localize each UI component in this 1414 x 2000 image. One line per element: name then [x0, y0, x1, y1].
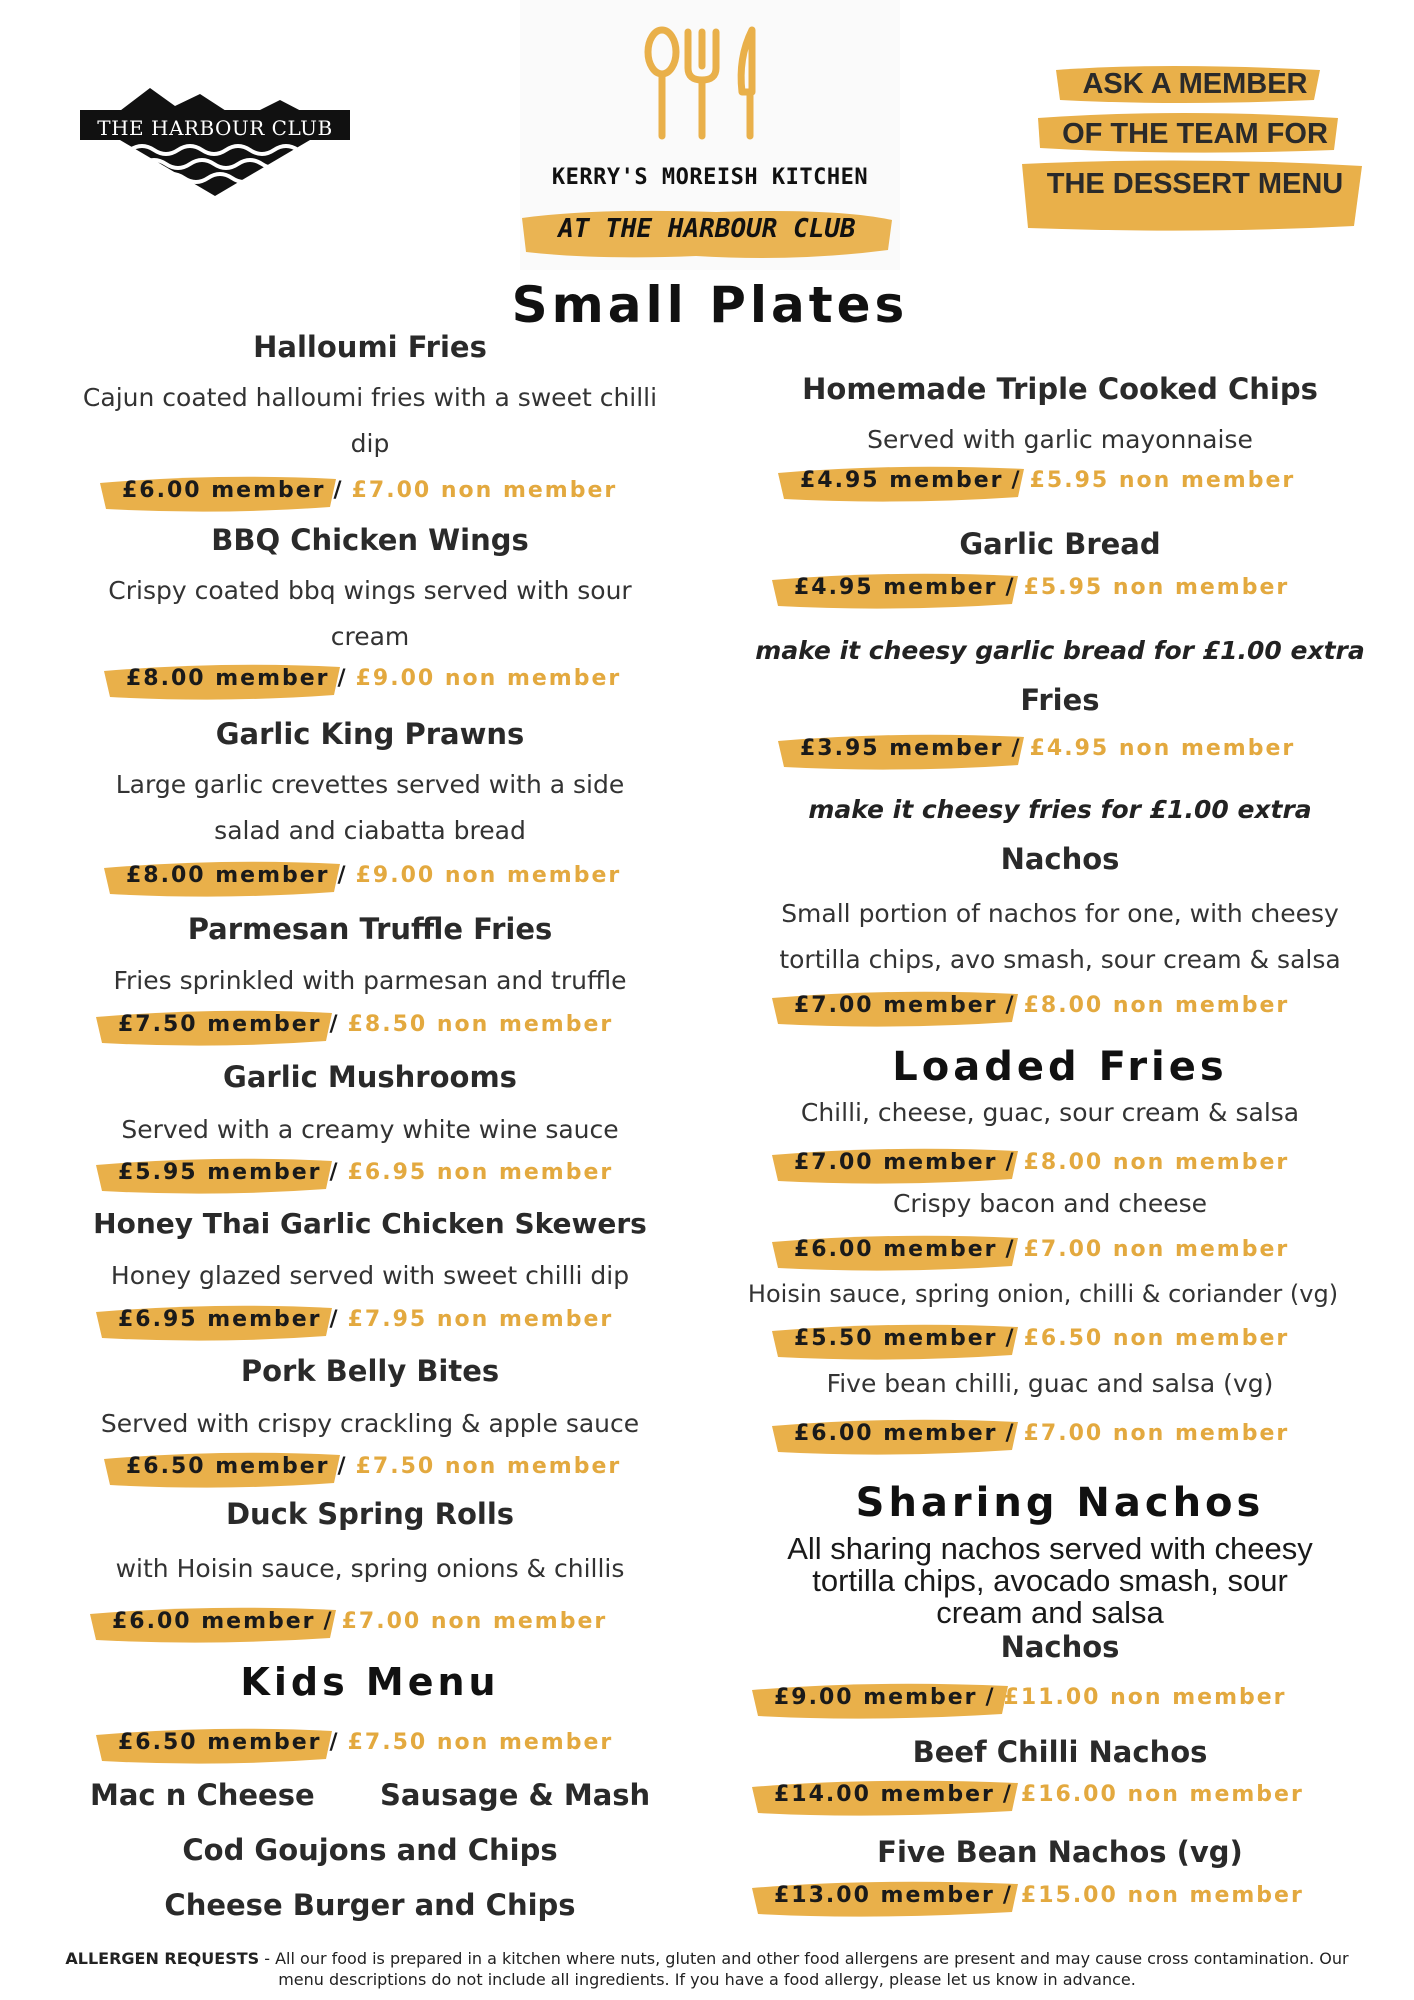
member-price: £6.00 member [122, 478, 326, 503]
non-member-price: £15.00 non member [1020, 1883, 1304, 1908]
non-member-price: £6.50 non member [1023, 1326, 1290, 1351]
price-row: £7.50 member / £8.50 non member [96, 1001, 656, 1049]
extra-note: make it cheesy garlic bread for £1.00 extra [755, 636, 1365, 665]
item-name: Pork Belly Bites [240, 1354, 500, 1388]
allergen-notice [60, 1948, 1354, 1990]
price-row: £14.00 member / £16.00 non member [752, 1771, 1352, 1819]
item-name: Nachos [1000, 842, 1120, 876]
item-name: Homemade Triple Cooked Chips [802, 372, 1318, 406]
item-description: Honey glazed served with sweet chilli dip [110, 1261, 630, 1290]
member-price: £6.00 member [794, 1421, 998, 1446]
non-member-price: £9.00 non member [355, 863, 622, 888]
item-description: Served with crispy crackling & apple sauce [100, 1409, 640, 1438]
allergen-text: - All our food is prepared in a kitchen where nuts, gluten and other food allergens are present and may cause cross contamination. Our menu descriptions do not include all ingredients. If you have a food allergy, please let us know in advance. [259, 1949, 1349, 1989]
non-member-price: £7.50 non member [355, 1454, 622, 1479]
item-description: Served with garlic mayonnaise [867, 425, 1253, 454]
price-row: £8.00 member / £9.00 non member [104, 655, 664, 703]
member-price: £6.00 member [794, 1237, 998, 1262]
price-row: £8.00 member / £9.00 non member [104, 852, 664, 900]
price-row: £13.00 member / £15.00 non member [752, 1872, 1352, 1920]
non-member-price: £7.50 non member [347, 1730, 614, 1755]
member-price: £7.50 member [118, 1012, 322, 1037]
kitchen-subtitle-block [516, 206, 898, 264]
sharing-nachos-heading: Sharing Nachos [855, 1480, 1265, 1526]
dessert-notice [1020, 60, 1370, 240]
harbour-club-logo [80, 80, 350, 200]
price-row: £6.50 member / £7.50 non member [96, 1719, 656, 1767]
price-row: £6.00 member / £7.00 non member [100, 467, 660, 515]
non-member-price: £8.00 non member [1023, 1150, 1290, 1175]
kids-menu-item: Cheese Burger and Chips [164, 1888, 576, 1922]
non-member-price: £11.00 non member [1003, 1685, 1287, 1710]
member-price: £4.95 member [800, 468, 1004, 493]
item-name: Parmesan Truffle Fries [187, 912, 553, 946]
non-member-price: £5.95 non member [1023, 575, 1290, 600]
price-row: £6.00 member / £7.00 non member [772, 1410, 1352, 1458]
price-row: £3.95 member / £4.95 non member [778, 725, 1358, 773]
member-price: £13.00 member [774, 1883, 995, 1908]
member-price: £6.50 member [126, 1454, 330, 1479]
allergen-label: ALLERGEN REQUESTS [65, 1949, 260, 1968]
non-member-price: £7.00 non member [1023, 1237, 1290, 1262]
dessert-notice-line: ASK A MEMBER [1082, 68, 1308, 100]
member-price: £6.95 member [118, 1307, 322, 1332]
price-row: £9.00 member / £11.00 non member [752, 1674, 1352, 1722]
dessert-notice-line: OF THE TEAM FOR [1062, 118, 1328, 150]
member-price: £6.50 member [118, 1730, 322, 1755]
kitchen-title: KERRY'S MOREISH KITCHEN [551, 165, 869, 190]
non-member-price: £6.95 non member [347, 1160, 614, 1185]
mountain-waves-icon [80, 80, 350, 200]
dessert-notice-line: THE DESSERT MENU [1046, 168, 1344, 200]
item-description: Chilli, cheese, guac, sour cream & salsa [800, 1098, 1300, 1127]
logo-text: THE HARBOUR CLUB [97, 116, 333, 140]
price-row: £6.50 member / £7.50 non member [104, 1443, 664, 1491]
item-name: BBQ Chicken Wings [211, 523, 529, 557]
item-name: Garlic Mushrooms [223, 1060, 517, 1094]
item-name: Honey Thai Garlic Chicken Skewers [93, 1207, 647, 1240]
item-name: Fries [1020, 683, 1100, 717]
non-member-price: £7.00 non member [1023, 1421, 1290, 1446]
item-name: Garlic Bread [959, 527, 1161, 561]
member-price: £7.00 member [794, 993, 998, 1018]
price-row: £5.95 member / £6.95 non member [96, 1149, 656, 1197]
item-description: Fries sprinkled with parmesan and truffle [113, 966, 627, 995]
kids-menu-heading: Kids Menu [240, 1660, 500, 1704]
kids-menu-item: Mac n Cheese [90, 1778, 315, 1812]
price-row: £4.95 member / £5.95 non member [778, 457, 1358, 505]
member-price: £14.00 member [774, 1782, 995, 1807]
cutlery-icon [640, 18, 770, 146]
member-price: £5.50 member [794, 1326, 998, 1351]
item-description: Cajun coated halloumi fries with a sweet chilli dip [82, 383, 658, 458]
item-name: Five Bean Nachos (vg) [877, 1835, 1243, 1869]
price-row: £6.95 member / £7.95 non member [96, 1296, 656, 1344]
item-name: Halloumi Fries [253, 330, 487, 364]
small-plates-heading: Small Plates [511, 276, 909, 334]
item-description: Crispy bacon and cheese [892, 1189, 1208, 1218]
non-member-price: £8.50 non member [347, 1012, 614, 1037]
member-price: £8.00 member [126, 666, 330, 691]
item-description: Crispy coated bbq wings served with sour cream [108, 576, 632, 651]
kitchen-subtitle: AT THE HARBOUR CLUB [558, 214, 856, 244]
member-price: £9.00 member [774, 1685, 978, 1710]
non-member-price: £7.00 non member [341, 1609, 608, 1634]
price-row: £7.00 member / £8.00 non member [772, 982, 1352, 1030]
price-row: £6.00 member / £7.00 non member [772, 1226, 1352, 1274]
item-description: Five bean chilli, guac and salsa (vg) [826, 1369, 1274, 1398]
item-description: Large garlic crevettes served with a side salad and ciabatta bread [115, 770, 625, 845]
item-name: Nachos [1000, 1630, 1120, 1664]
kids-menu-item: Cod Goujons and Chips [182, 1833, 558, 1867]
non-member-price: £5.95 non member [1029, 468, 1296, 493]
member-price: £4.95 member [794, 575, 998, 600]
non-member-price: £7.00 non member [351, 478, 618, 503]
non-member-price: £9.00 non member [355, 666, 622, 691]
item-name: Garlic King Prawns [215, 717, 525, 751]
price-row: £6.00 member / £7.00 non member [90, 1598, 650, 1646]
price-row: £5.50 member / £6.50 non member [772, 1315, 1352, 1363]
non-member-price: £4.95 non member [1029, 736, 1296, 761]
item-description: Served with a creamy white wine sauce [121, 1115, 619, 1144]
non-member-price: £7.95 non member [347, 1307, 614, 1332]
kids-menu-item: Sausage & Mash [380, 1778, 651, 1812]
item-name: Beef Chilli Nachos [912, 1735, 1208, 1769]
member-price: £5.95 member [118, 1160, 322, 1185]
member-price: £8.00 member [126, 863, 330, 888]
non-member-price: £16.00 non member [1020, 1782, 1304, 1807]
item-description: Hoisin sauce, spring onion, chilli & coriander (vg) [747, 1280, 1339, 1308]
loaded-fries-heading: Loaded Fries [892, 1044, 1228, 1090]
sharing-nachos-intro: All sharing nachos served with cheesy tortilla chips, avocado smash, sour cream and salsa [787, 1531, 1313, 1630]
item-name: Duck Spring Rolls [225, 1497, 515, 1531]
item-description: Small portion of nachos for one, with cheesy tortilla chips, avo smash, sour cream & salsa [779, 899, 1341, 974]
member-price: £7.00 member [794, 1150, 998, 1175]
member-price: £3.95 member [800, 736, 1004, 761]
price-row: £7.00 member / £8.00 non member [772, 1139, 1352, 1187]
non-member-price: £8.00 non member [1023, 993, 1290, 1018]
price-row: £4.95 member / £5.95 non member [772, 564, 1352, 612]
extra-note: make it cheesy fries for £1.00 extra [808, 795, 1312, 824]
item-description: with Hoisin sauce, spring onions & chillis [115, 1554, 625, 1583]
member-price: £6.00 member [112, 1609, 316, 1634]
